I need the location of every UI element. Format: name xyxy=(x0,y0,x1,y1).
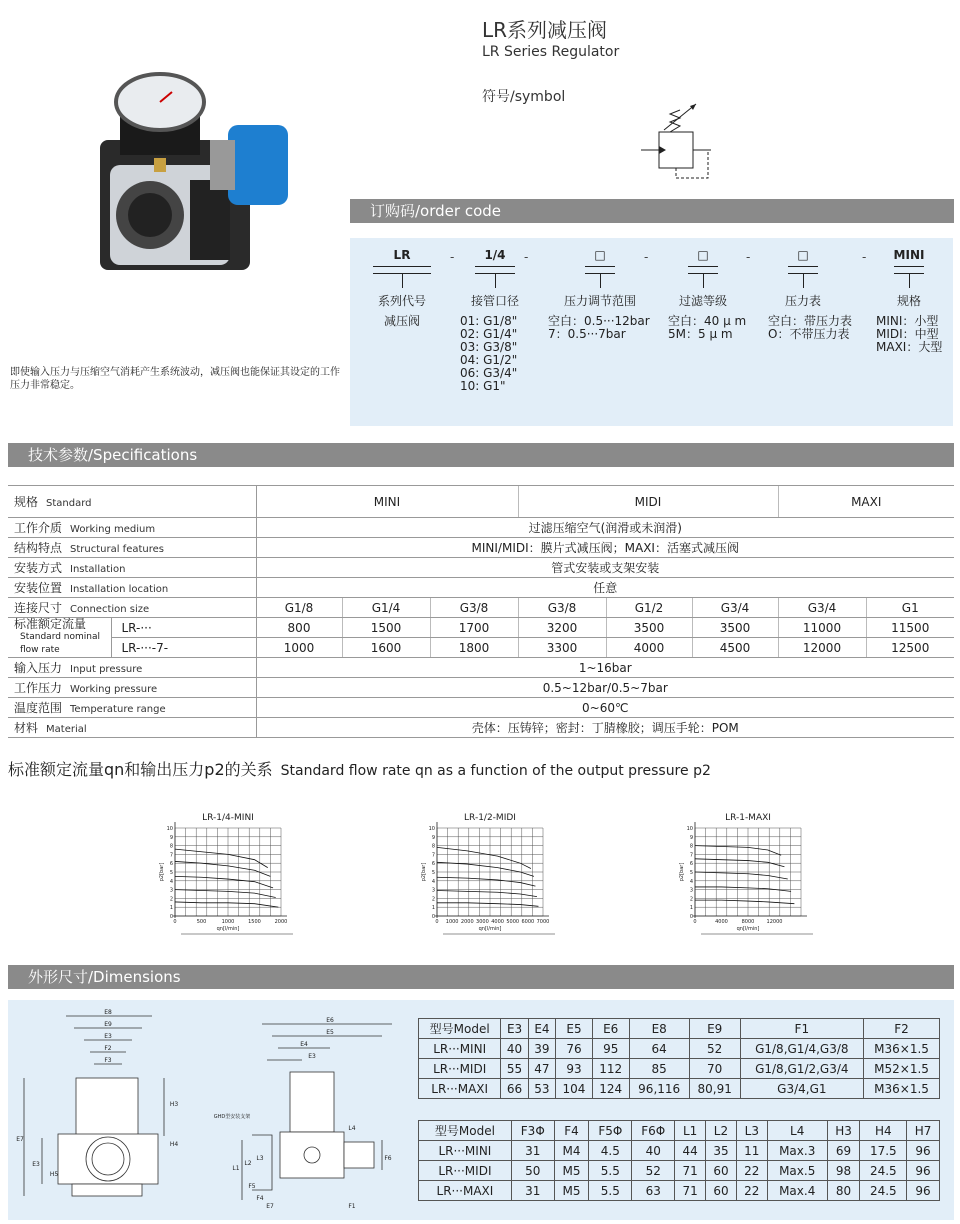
x-axis-label: qn[l/min] xyxy=(216,926,240,932)
y-tick-label: 7 xyxy=(431,852,435,859)
specs-bar: 技术参数/Specifications xyxy=(8,443,954,467)
front-view-drawing xyxy=(14,1006,194,1216)
svg-text:F3: F3 xyxy=(104,1057,112,1064)
svg-text:F2: F2 xyxy=(104,1045,112,1052)
svg-text:E5: E5 xyxy=(326,1029,334,1036)
flow-section-title: 标准额定流量qn和输出压力p2的关系 Standard flow rate qn as a function of the output pressure p2 xyxy=(8,760,711,779)
flow-chart-3 xyxy=(679,813,813,934)
svg-text:E6: E6 xyxy=(326,1017,334,1024)
svg-text:H3: H3 xyxy=(169,1101,179,1108)
table-row: LR···MIDI 50 M5 5.5 52 71 60 22 Max.5 98 24.5 96 xyxy=(419,1161,940,1181)
x-tick-label: 0 xyxy=(435,919,439,925)
flow-chart-2 xyxy=(421,813,555,934)
series-line-5 xyxy=(695,900,794,904)
svg-text:H5: H5 xyxy=(49,1171,59,1178)
x-tick-label: 0 xyxy=(693,919,697,925)
y-tick-label: 0 xyxy=(689,914,693,920)
svg-text:GHD型安装支架: GHD型安装支架 xyxy=(213,1114,251,1120)
x-tick-label: 2000 xyxy=(460,919,474,925)
spec-row-working: 工作压力 Working pressure 0.5~12bar/0.5~7bar xyxy=(8,678,954,698)
dimensions-bar: 外形尺寸/Dimensions xyxy=(8,965,954,989)
y-tick-label: 0 xyxy=(169,914,173,920)
spec-row-medium: 工作介质 Working medium 过滤压缩空气(润滑或未润滑) xyxy=(8,518,954,538)
svg-text:L2: L2 xyxy=(244,1160,252,1167)
y-tick-label: 2 xyxy=(169,896,173,903)
table-row: LR···MINI 31 M4 4.5 40 44 35 11 Max.3 69 17.5 96 xyxy=(419,1141,940,1161)
series-line-2 xyxy=(437,862,534,876)
x-tick-label: 1000 xyxy=(445,919,459,925)
order-code-size: MINI 规格 MINI：小型 MIDI：中型 MAXI：大型 xyxy=(876,248,943,354)
y-tick-label: 9 xyxy=(169,834,173,841)
chart-title: LR-1-MAXI xyxy=(725,813,771,823)
y-tick-label: 10 xyxy=(428,826,435,832)
y-tick-label: 4 xyxy=(169,878,173,885)
series-line-1 xyxy=(695,846,781,856)
svg-text:F5: F5 xyxy=(248,1183,256,1190)
table-row: LR···MINI 40 39 76 95 64 52 G1/8,G1/4,G3/8 M36×1.5 xyxy=(419,1039,940,1059)
y-tick-label: 4 xyxy=(431,878,435,885)
x-tick-label: 5000 xyxy=(506,919,520,925)
side-view-drawing xyxy=(212,1010,402,1215)
y-tick-label: 6 xyxy=(431,861,435,868)
svg-text:L1: L1 xyxy=(232,1165,240,1172)
order-code-port: 1/4 接管口径 01: G1/8" 02: G1/4" 03: G3/8" 04: G1/2" 06: G3/4" 10: G1" xyxy=(460,248,519,393)
svg-text:E4: E4 xyxy=(300,1041,308,1048)
flow-chart-1 xyxy=(159,813,293,934)
symbol-label: 符号/symbol xyxy=(482,89,566,105)
y-tick-label: 1 xyxy=(169,905,173,912)
table-row: LR···MAXI 66 53 104 124 96,116 80,91 G3/4,G1 M36×1.5 xyxy=(419,1079,940,1099)
spec-row-standard: 规格 Standard MINI MIDI MAXI xyxy=(8,486,954,518)
page-subtitle: LR Series Regulator xyxy=(482,44,620,60)
y-tick-label: 9 xyxy=(431,834,435,841)
order-code-filter: □ 过滤等级 空白：40 μ m 5M：5 μ m xyxy=(668,248,747,341)
y-tick-label: 1 xyxy=(431,905,435,912)
spec-row-installation: 安装方式 Installation 管式安装或支架安装 xyxy=(8,558,954,578)
svg-text:E9: E9 xyxy=(104,1021,112,1028)
y-tick-label: 5 xyxy=(431,870,435,876)
order-code-pressure: □ 压力调节范围 空白：0.5···12bar 7：0.5···7bar xyxy=(548,248,650,341)
svg-text:E7: E7 xyxy=(266,1203,274,1210)
y-axis-label: p2[bar] xyxy=(159,862,165,882)
x-tick-label: 2000 xyxy=(274,919,288,925)
flow-charts xyxy=(0,800,960,935)
y-tick-label: 3 xyxy=(689,887,693,894)
series-line-3 xyxy=(695,872,788,879)
product-description: 即使输入压力与压缩空气消耗产生系统波动，减压阀也能保证其设定的工作压力非常稳定。 xyxy=(10,367,340,391)
y-tick-label: 4 xyxy=(689,878,693,885)
spec-row-temperature: 温度范围 Temperature range 0~60℃ xyxy=(8,698,954,718)
order-code-bar: 订购码/order code xyxy=(350,199,954,223)
y-tick-label: 2 xyxy=(689,896,693,903)
y-tick-label: 10 xyxy=(166,826,173,832)
y-tick-label: 3 xyxy=(431,887,435,894)
spec-row-flow-1: 标准额定流量 Standard nominal flow rate LR-··· 800 1500 1700 3200 3500 3500 11000 11500 xyxy=(8,618,954,638)
series-line-3 xyxy=(437,877,535,886)
x-tick-label: 1500 xyxy=(248,919,261,925)
y-tick-label: 10 xyxy=(686,826,693,832)
y-axis-label: p2[bar] xyxy=(421,862,427,882)
svg-text:E3: E3 xyxy=(32,1161,40,1168)
series-line-5 xyxy=(175,902,278,907)
svg-text:E3: E3 xyxy=(104,1033,112,1040)
dimensions-table-1: 型号Model E3 E4 E5 E6 E8 E9 F1 F2 LR···MINI 40 39 76 95 64 52 G1/8,G1/4,G3/8 M36×1.5 LR···MIDI 55 47 93 112 85 70 G1/8,G1/2,G3/4 M52×1.5 LR···MAXI 66 53 104 124 96,116 80,91 G3/4,G1 M36×1.5 xyxy=(418,1018,940,1099)
y-tick-label: 6 xyxy=(689,861,693,868)
svg-text:E8: E8 xyxy=(104,1009,112,1016)
x-tick-label: 8000 xyxy=(741,919,755,925)
series-line-2 xyxy=(175,861,270,876)
page-title: LR系列减压阀 xyxy=(482,18,608,42)
chart-title: LR-1/4-MINI xyxy=(202,813,254,823)
x-tick-label: 3000 xyxy=(476,919,489,925)
svg-text:E7: E7 xyxy=(16,1136,24,1143)
x-tick-label: 1000 xyxy=(221,919,235,925)
x-tick-label: 4000 xyxy=(715,919,728,925)
spec-row-material: 材料 Material 壳体：压铸锌；密封：丁腈橡胶；调压手轮：POM xyxy=(8,718,954,738)
x-tick-label: 12000 xyxy=(766,919,783,925)
x-tick-label: 0 xyxy=(173,919,177,925)
y-tick-label: 8 xyxy=(431,843,435,850)
svg-text:F6: F6 xyxy=(384,1155,392,1162)
series-line-2 xyxy=(695,859,784,867)
x-tick-label: 6000 xyxy=(521,919,535,925)
svg-text:H4: H4 xyxy=(169,1141,179,1148)
spec-row-location: 安装位置 Installation location 任意 xyxy=(8,578,954,598)
spec-row-structure: 结构特点 Structural features MINI/MIDI：膜片式减压阀；MAXI：活塞式减压阀 xyxy=(8,538,954,558)
y-tick-label: 8 xyxy=(169,843,173,850)
x-tick-label: 500 xyxy=(196,919,207,925)
y-tick-label: 7 xyxy=(689,852,693,859)
order-code-gauge: □ 压力表 空白：带压力表 O：不带压力表 xyxy=(768,248,853,341)
x-tick-label: 7000 xyxy=(536,919,550,925)
series-line-4 xyxy=(695,887,791,891)
svg-text:L3: L3 xyxy=(256,1155,264,1162)
svg-text:F1: F1 xyxy=(348,1203,356,1210)
y-tick-label: 1 xyxy=(689,905,693,912)
table-row: LR···MAXI 31 M5 5.5 63 71 60 22 Max.4 80 24.5 96 xyxy=(419,1181,940,1201)
series-line-4 xyxy=(175,890,276,898)
chart-title: LR-1/2-MIDI xyxy=(464,813,516,823)
series-line-5 xyxy=(437,903,538,907)
dimensions-table-2: 型号Model F3Φ F4 F5Φ F6Φ L1 L2 L3 L4 H3 H4 H7 LR···MINI 31 M4 4.5 40 44 35 11 Max.3 69 17.5 96 LR···MIDI 50 M5 5.5 52 71 60 22 Max.5 98 24.5 96 LR···MAXI 31 M5 5.5 63 71 60 22 Max.4 80 24.5 96 xyxy=(418,1120,940,1201)
table-row: LR···MIDI 55 47 93 112 85 70 G1/8,G1/2,G3/4 M52×1.5 xyxy=(419,1059,940,1079)
regulator-symbol xyxy=(636,100,716,186)
spec-row-flow-2: LR-···-7- 1000 1600 1800 3300 4000 4500 12000 12500 xyxy=(8,638,954,658)
order-code-series: LR 系列代号 减压阀 xyxy=(372,248,432,328)
y-tick-label: 8 xyxy=(689,843,693,850)
order-code-panel: LR 系列代号 减压阀 - 1/4 接管口径 01: G1/8" 02: G1/4" 03: G3/8" 04: G1/2" 06: G3/4" 10: G1" - □ 压力调节范围 空白：0.5···12bar 7：0.5···7bar - □ 过滤等级 空白：40 μ m 5M：5 μ m - □ 压力表 空白：带压力表 O：不带压力表 - MINI 规格 MINI：小型 MIDI：中型 MAXI：大型 xyxy=(350,238,953,426)
y-tick-label: 5 xyxy=(689,870,693,876)
y-tick-label: 5 xyxy=(169,870,173,876)
y-axis-label: p2[bar] xyxy=(679,862,685,882)
y-tick-label: 2 xyxy=(431,896,435,903)
spec-row-input: 输入压力 Input pressure 1~16bar xyxy=(8,658,954,678)
specifications-table xyxy=(8,485,954,738)
x-axis-label: qn[l/min] xyxy=(736,926,760,932)
spec-row-connection: 连接尺寸 Connection size G1/8 G1/4 G3/8 G3/8 G1/2 G3/4 G3/4 G1 xyxy=(8,598,954,618)
product-image xyxy=(90,70,300,290)
series-line-1 xyxy=(437,847,531,868)
x-axis-label: qn[l/min] xyxy=(478,926,502,932)
y-tick-label: 7 xyxy=(169,852,173,859)
svg-text:F4: F4 xyxy=(256,1195,264,1202)
x-tick-label: 4000 xyxy=(491,919,504,925)
y-tick-label: 9 xyxy=(689,834,693,841)
y-tick-label: 0 xyxy=(431,914,435,920)
y-tick-label: 3 xyxy=(169,887,173,894)
y-tick-label: 6 xyxy=(169,861,173,868)
series-line-3 xyxy=(175,876,273,887)
svg-text:L4: L4 xyxy=(348,1125,356,1132)
svg-text:E3: E3 xyxy=(308,1053,316,1060)
